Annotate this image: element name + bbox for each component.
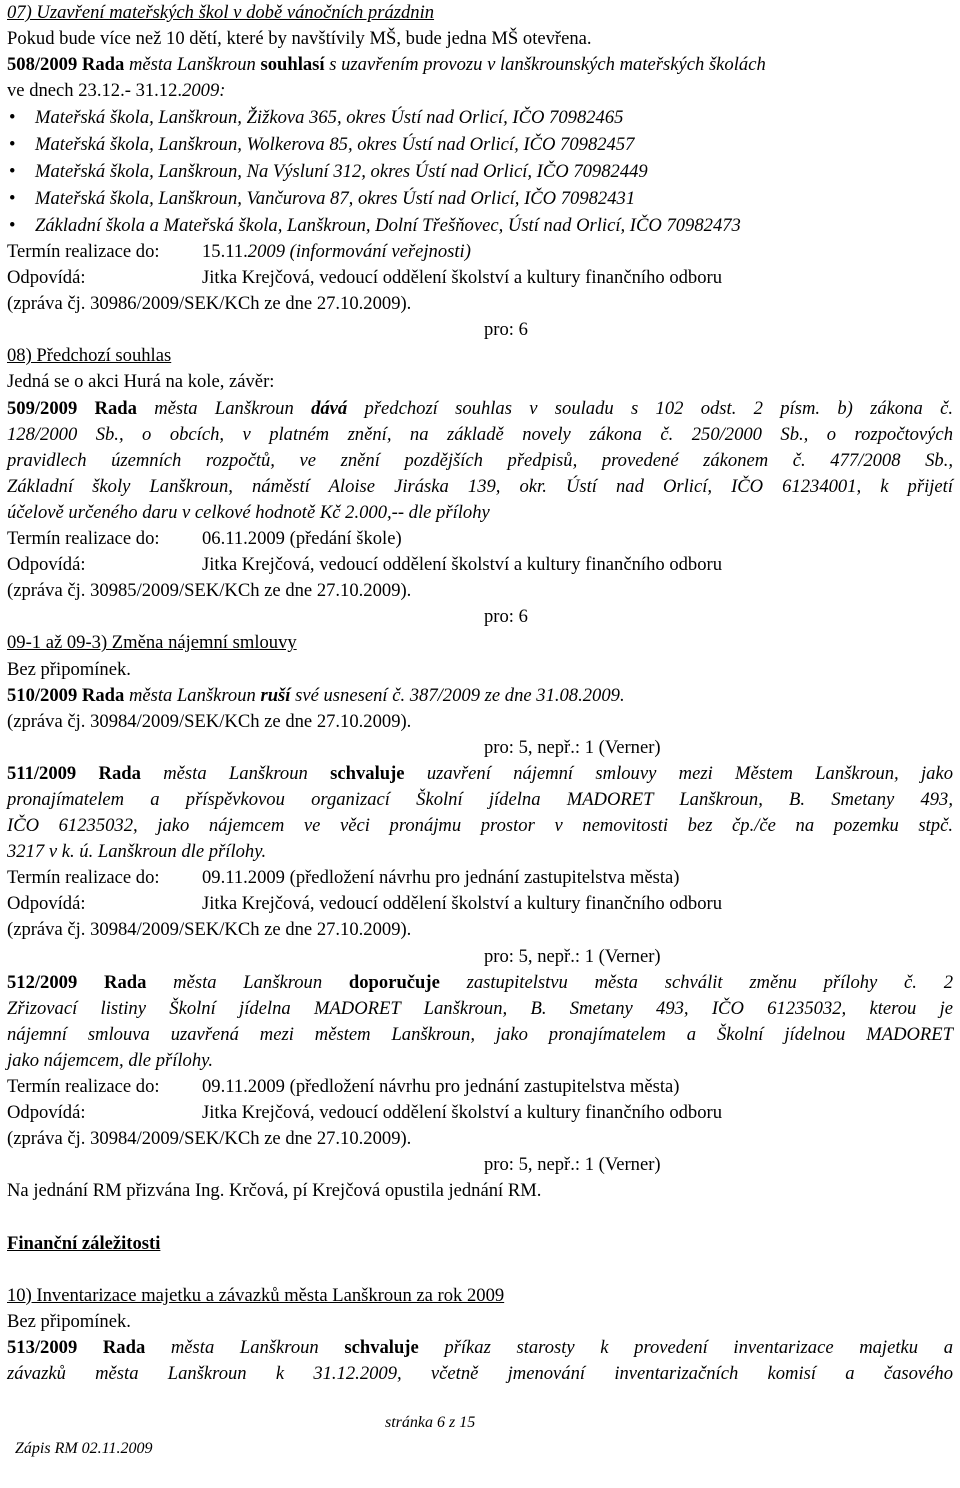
resolution-509-line4: Základní školy Lanškroun, náměstí Aloise Jiráska 139, okr. Ústí nad Orlicí, IČO 61234001, k přijetí — [7, 475, 953, 497]
resolution-text: města Lanškroun — [163, 762, 308, 784]
responsible-label: Odpovídá: — [7, 1102, 86, 1124]
responsible-label: Odpovídá: — [7, 554, 86, 576]
resolution-rada: Rada — [104, 971, 147, 993]
section-10-heading: 10) Inventarizace majetku a závazků města Lanškroun za rok 2009 — [7, 1284, 505, 1306]
responsible-row — [7, 265, 953, 291]
resolution-text: příkaz starosty k provedení inventarizace majetku a — [444, 1336, 953, 1358]
list-item: • Mateřská škola, Lanškroun, Vančurova 87, okres Ústí nad Orlicí, IČO 70982431 — [7, 185, 953, 212]
section-09-heading: 09-1 až 09-3) Změna nájemní smlouvy — [7, 632, 297, 654]
deadline-value: 09.11.2009 (předložení návrhu pro jednání zastupitelstva města) — [202, 1076, 680, 1097]
responsible-row — [7, 891, 953, 917]
section-08-intro: Jedná se o akci Hurá na kole, závěr: — [7, 371, 275, 393]
report-reference: (zpráva čj. 30984/2009/SEK/KCh ze dne 27.10.2009). — [7, 710, 412, 732]
resolution-512-line3: nájemní smlouva uzavřená mezi městem Lanškroun, jako pronajímatelem a Školní jídelnou MADORET — [7, 1023, 953, 1045]
resolution-number: 512/2009 — [7, 971, 78, 993]
resolution-verb: schvaluje — [330, 762, 405, 784]
resolution-text: města Lanškroun — [128, 54, 256, 75]
resolution-text: své usnesení č. 387/2009 ze dne 31.08.2009. — [295, 684, 625, 706]
deadline-row — [7, 526, 953, 552]
resolution-text: uzavření nájemní smlouvy mezi Městem Lanškroun, jako — [426, 762, 954, 784]
finance-section-title: Finanční záležitosti — [7, 1232, 161, 1254]
responsible-row — [7, 1100, 953, 1126]
resolution-511 — [7, 761, 953, 787]
document-page — [7, 0, 953, 1387]
resolution-509-line2: 128/2000 Sb., o obcích, v platném znění, na základě novely zákona č. 250/2000 Sb., o rozpočtových — [7, 423, 953, 445]
responsible-label: Odpovídá: — [7, 893, 86, 915]
resolution-verb: dává — [311, 397, 348, 419]
responsible-label: Odpovídá: — [7, 267, 86, 289]
resolution-511-line2: pronajímatelem a příspěvkovou organizací Školní jídelna MADORET Lanškroun, B. Smetany 493, — [7, 788, 953, 810]
vote-result: pro: 6 — [484, 319, 528, 341]
report-reference: (zpráva čj. 30986/2009/SEK/KCh ze dne 27.10.2009). — [7, 293, 412, 315]
deadline-row — [7, 1074, 953, 1100]
responsible-row — [7, 552, 953, 578]
resolution-text: s uzavřením provozu v lanškrounských mateřských školách — [329, 54, 766, 75]
resolution-verb: souhlasí — [260, 54, 325, 75]
responsible-value: Jitka Krejčová, vedoucí oddělení školství a kultury finančního odboru — [202, 554, 722, 576]
list-item: • Základní škola a Mateřská škola, Lanškroun, Dolní Třešňovec, Ústí nad Orlicí, IČO 70982473 — [7, 212, 953, 239]
resolution-number: 511/2009 — [7, 762, 77, 784]
kindergarten-list — [7, 104, 953, 239]
spacer — [7, 1257, 953, 1283]
section-10-note: Bez připomínek. — [7, 1310, 131, 1332]
resolution-rada: Rada — [94, 397, 137, 419]
resolution-text: města Lanškroun — [173, 971, 323, 993]
resolution-rada: Rada — [81, 684, 125, 706]
resolution-text: města Lanškroun — [170, 1336, 319, 1358]
resolution-rada: Rada — [98, 762, 141, 784]
list-item: • Mateřská škola, Lanškroun, Na Výsluní 312, okres Ústí nad Orlicí, IČO 70982449 — [7, 158, 953, 185]
resolution-number: 508/2009 — [7, 54, 78, 75]
resolution-513 — [7, 1335, 953, 1361]
resolution-rada: Rada — [102, 1336, 146, 1358]
vote-result: pro: 5, nepř.: 1 (Verner) — [484, 736, 661, 758]
resolution-verb: schvaluje — [344, 1336, 419, 1358]
resolution-511-line3: IČO 61235032, jako nájemcem ve věci pronájmu prostor v nemovitosti bez čp./če na pozemku stpč. — [7, 815, 953, 837]
resolution-508-line2 — [7, 78, 953, 104]
deadline-note: 2009 (informování veřejnosti) — [247, 241, 471, 262]
resolution-508 — [7, 52, 953, 78]
report-reference: (zpráva čj. 30984/2009/SEK/KCh ze dne 27.10.2009). — [7, 919, 412, 941]
vote-result: pro: 5, nepř.: 1 (Verner) — [484, 945, 661, 967]
resolution-dates: ve dnech 23.12.- 31.12. — [7, 80, 183, 101]
resolution-513-line2: závazků města Lanškroun k 31.12.2009, včetně jmenování inventarizačních komisí a časového — [7, 1363, 953, 1385]
resolution-number: 513/2009 — [7, 1336, 78, 1358]
deadline-label: Termín realizace do: — [7, 241, 160, 262]
resolution-509-line5: účelově určeného daru v celkové hodnotě Kč 2.000,-- dle přílohy — [7, 501, 490, 523]
resolution-511-line4: 3217 v k. ú. Lanškroun dle přílohy. — [7, 841, 267, 863]
report-reference: (zpráva čj. 30985/2009/SEK/KCh ze dne 27.10.2009). — [7, 580, 412, 602]
vote-result: pro: 6 — [484, 606, 528, 628]
resolution-verb: ruší — [260, 684, 291, 706]
section-07-heading: 07) Uzavření mateřských škol v době vánočních prázdnin — [7, 2, 435, 23]
resolution-rada: Rada — [81, 54, 125, 75]
deadline-value: 09.11.2009 (předložení návrhu pro jednání zastupitelstva města) — [202, 867, 680, 889]
deadline-row — [7, 239, 953, 265]
list-item: • Mateřská škola, Lanškroun, Wolkerova 85, okres Ústí nad Orlicí, IČO 70982457 — [7, 131, 953, 158]
resolution-512 — [7, 970, 953, 996]
resolution-509 — [7, 396, 953, 422]
deadline-label: Termín realizace do: — [7, 1076, 160, 1097]
meeting-note: Na jednání RM přizvána Ing. Krčová, pí Krejčová opustila jednání RM. — [7, 1180, 542, 1202]
resolution-text: města Lanškroun — [128, 684, 256, 706]
resolution-510 — [7, 683, 953, 709]
section-08-heading: 08) Předchozí souhlas — [7, 345, 172, 367]
list-item: • Mateřská škola, Lanškroun, Žižkova 365, okres Ústí nad Orlicí, IČO 70982465 — [7, 104, 953, 131]
footer-page-number: stránka 6 z 15 — [385, 1414, 476, 1431]
page-footer — [7, 1410, 476, 1488]
deadline-date: 15.11. — [202, 241, 248, 262]
deadline-label: Termín realizace do: — [7, 528, 160, 550]
footer-document-title: Zápis RM 02.11.2009 — [15, 1440, 153, 1458]
deadline-value: 06.11.2009 (předání škole) — [202, 528, 402, 550]
resolution-text: zastupitelstvu města schválit změnu přílohy č. 2 — [466, 971, 954, 993]
resolution-512-line2: Zřizovací listiny Školní jídelna MADORET Lanškroun, B. Smetany 493, IČO 61235032, kterou je — [7, 997, 953, 1019]
deadline-row — [7, 865, 953, 891]
deadline-label: Termín realizace do: — [7, 867, 160, 889]
report-reference: (zpráva čj. 30984/2009/SEK/KCh ze dne 27.10.2009). — [7, 1128, 412, 1150]
responsible-value: Jitka Krejčová, vedoucí oddělení školství a kultury finančního odboru — [202, 893, 722, 915]
resolution-verb: doporučuje — [348, 971, 440, 993]
responsible-value: Jitka Krejčová, vedoucí oddělení školství a kultury finančního odboru — [202, 1102, 722, 1124]
resolution-text: předchozí souhlas v souladu s — [364, 397, 639, 419]
section-07-intro: Pokud bude více než 10 dětí, které by navštívily MŠ, bude jedna MŠ otevřena. — [7, 28, 592, 49]
resolution-text: 102 odst. 2 písm. b) zákona č. — [655, 397, 953, 419]
section-09-note: Bez připomínek. — [7, 658, 131, 680]
resolution-number: 510/2009 — [7, 684, 78, 706]
responsible-value: Jitka Krejčová, vedoucí oddělení školství a kultury finančního odboru — [202, 267, 722, 289]
spacer — [7, 1204, 953, 1230]
vote-result: pro: 5, nepř.: 1 (Verner) — [484, 1154, 661, 1176]
resolution-number: 509/2009 — [7, 397, 78, 419]
resolution-509-line3: pravidlech územních rozpočtů, ve znění pozdějších předpisů, provedené zákonem č. 477/2008 Sb., — [7, 449, 953, 471]
resolution-text: města Lanškroun — [154, 397, 294, 419]
resolution-512-line4: jako nájemcem, dle přílohy. — [7, 1049, 214, 1071]
resolution-year: 2009: — [182, 80, 226, 101]
